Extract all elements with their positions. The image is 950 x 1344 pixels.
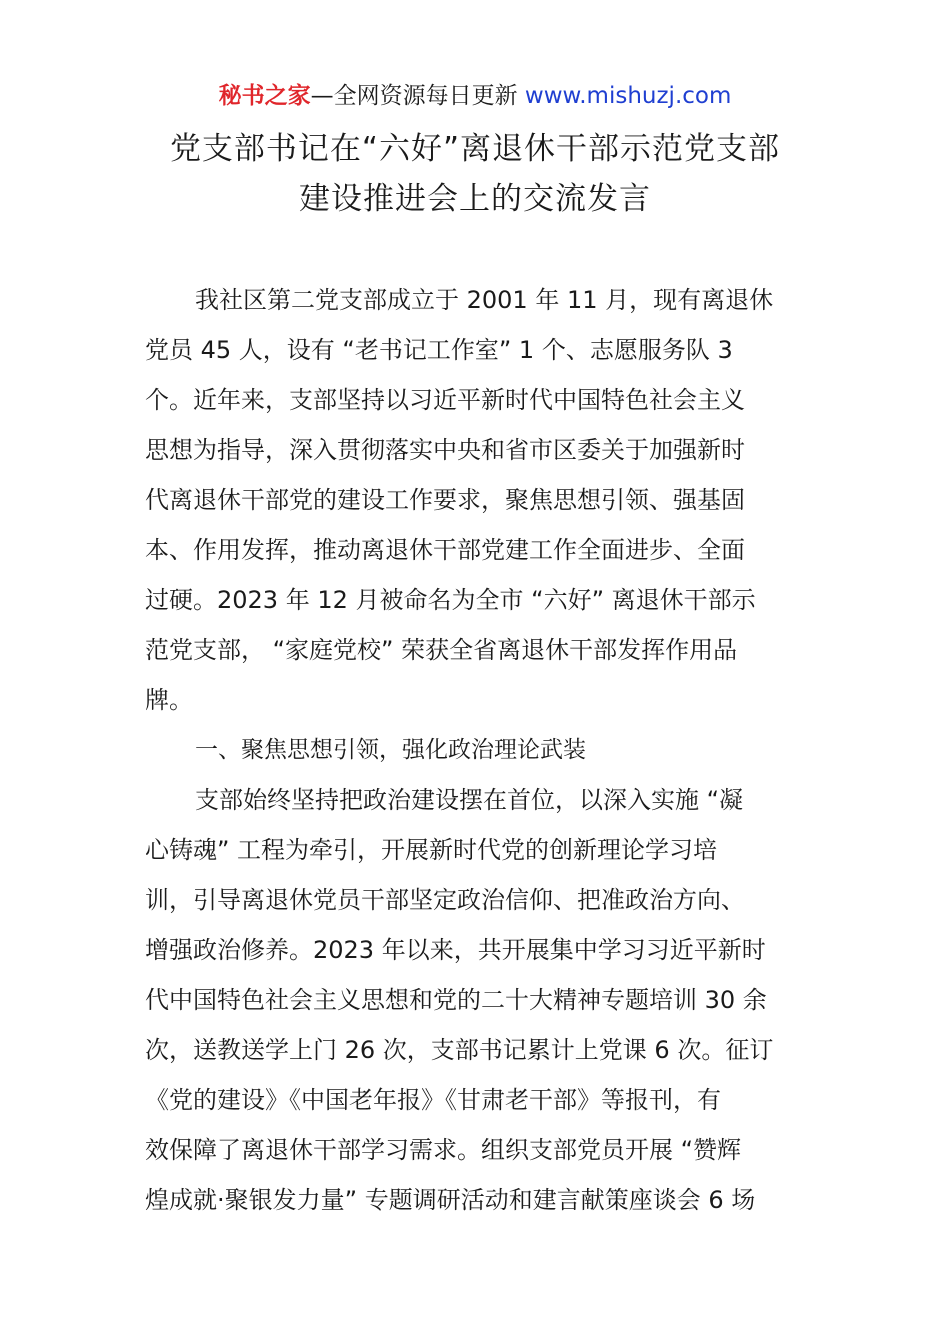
paragraph-2-line: 心铸魂” 工程为牵引，开展新时代党的创新理论学习培 <box>145 836 718 864</box>
paragraph-2-line: 支部始终坚持把政治建设摆在首位，以深入实施 “凝 <box>195 786 744 814</box>
paragraph-2-line: 效保障了离退休干部学习需求。组织支部党员开展 “赞辉 <box>145 1136 742 1164</box>
site-header <box>0 80 950 112</box>
paragraph-1-line: 过硬。2023 年 12 月被命名为全市 “六好” 离退休干部示 <box>145 586 756 614</box>
paragraph-2-line: 训，引导离退休党员干部坚定政治信仰、把准政治方向、 <box>145 886 745 914</box>
paragraph-1-line: 党员 45 人，设有 “老书记工作室” 1 个、志愿服务队 3 <box>145 336 733 364</box>
document-body <box>145 275 807 1225</box>
paragraph-2-line: 次，送教送学上门 26 次，支部书记累计上党课 6 次。征订 <box>145 1036 774 1064</box>
paragraph-1-line: 我社区第二党支部成立于 2001 年 11 月，现有离退休 <box>195 286 774 314</box>
brand-name: 秘书之家 <box>218 83 311 109</box>
paragraph-1-line: 范党支部， “家庭党校” 荣获全省离退休干部发挥作用品 <box>145 636 738 664</box>
title-line-1: 党支部书记在“六好”离退休干部示范党支部 <box>169 131 781 167</box>
document-title <box>0 124 950 224</box>
paragraph-2-line: 煌成就·聚银发力量” 专题调研活动和建言献策座谈会 6 场 <box>145 1186 756 1214</box>
paragraph-1-line: 思想为指导，深入贯彻落实中央和省市区委关于加强新时 <box>145 436 745 464</box>
paragraph-1-line: 牌。 <box>145 686 193 714</box>
paragraph-2-line: 《党的建设》《中国老年报》《甘肃老干部》等报刊，有 <box>145 1086 721 1114</box>
paragraph-2-line: 增强政治修养。2023 年以来，共开展集中学习习近平新时 <box>145 936 766 964</box>
tagline: —全网资源每日更新 <box>310 83 525 109</box>
paragraph-1-line: 个。近年来，支部坚持以习近平新时代中国特色社会主义 <box>145 386 745 414</box>
paragraph-2-line: 代中国特色社会主义思想和党的二十大精神专题培训 30 余 <box>145 986 767 1014</box>
title-line-2: 建设推进会上的交流发言 <box>299 181 651 217</box>
site-url[interactable]: www.mishuzj.com <box>524 83 732 109</box>
paragraph-1-line: 本、作用发挥，推动离退休干部党建工作全面进步、全面 <box>145 536 745 564</box>
paragraph-1-line: 代离退休干部党的建设工作要求，聚焦思想引领、强基固 <box>145 486 745 514</box>
section-heading-1: 一、聚焦思想引领，强化政治理论武装 <box>195 737 586 763</box>
